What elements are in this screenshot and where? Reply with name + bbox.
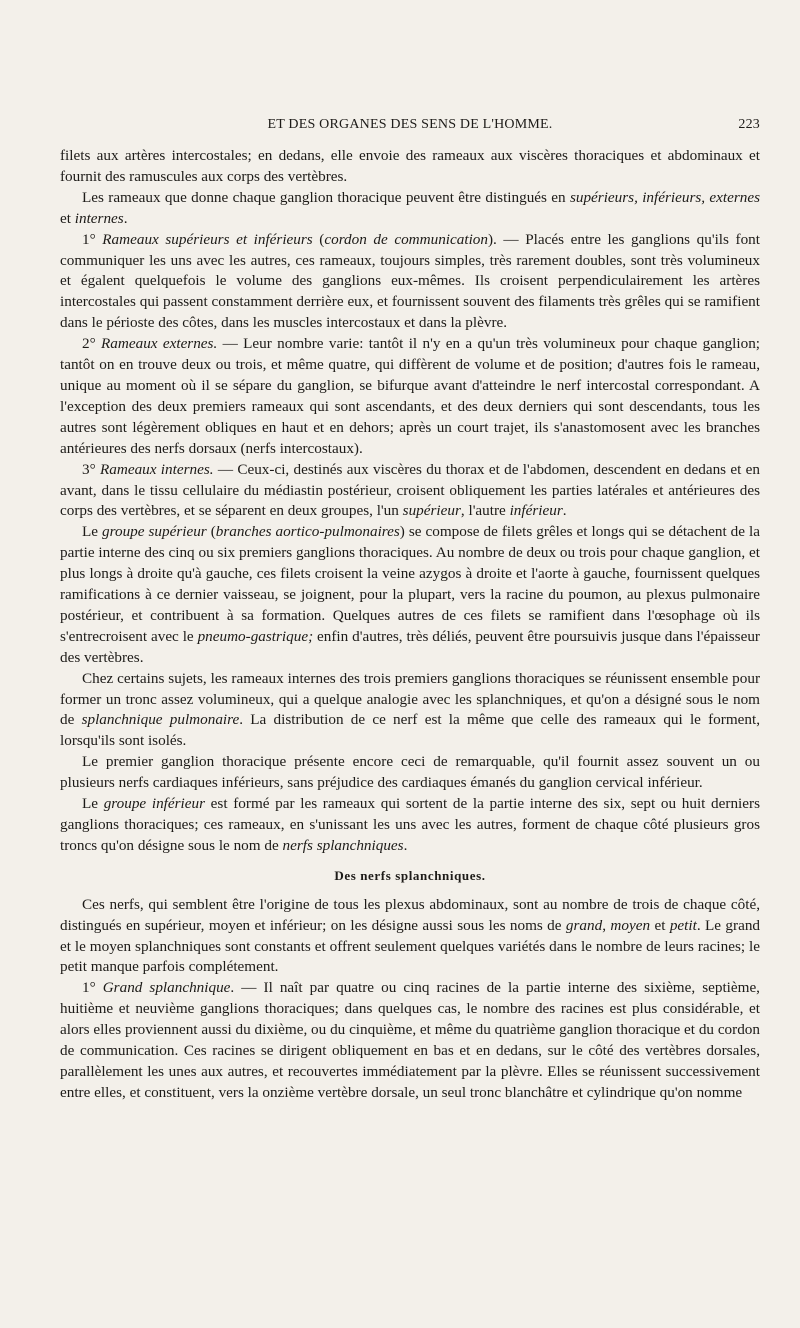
text-run: filets aux artères intercostales; en dedans, elle envoie des rameaux aux viscères thoraciques et abdominaux et fournit des ramuscules aux corps des vertèbres. bbox=[60, 147, 760, 185]
text-run: — Ceux-ci, destinés aux viscères du thorax et de l'abdomen, descendent en dedans et en avant, dans le tissu cellulaire du médiastin postérieur, croisent obliquement les parties latérales et antérieures des corps des vertèbres, et se séparent en deux groupes, l'un bbox=[60, 460, 761, 520]
text-run: , l'autre bbox=[460, 502, 510, 520]
text-run: 2° bbox=[82, 335, 102, 353]
paragraph bbox=[60, 978, 760, 1103]
text-run: enfin d'autres, très déliés, peuvent être poursuivis jusque dans l'épaisseur des vertèbres. bbox=[60, 627, 760, 666]
text-run: Le bbox=[82, 523, 103, 541]
section-heading: Des nerfs splanchniques. bbox=[334, 867, 486, 883]
body-text bbox=[60, 146, 760, 1104]
paragraph-group bbox=[60, 146, 760, 857]
text-run: , bbox=[602, 916, 611, 934]
italic-text: inférieur bbox=[509, 502, 563, 520]
page-number: 223 bbox=[738, 117, 760, 132]
italic-text: Rameaux externes. bbox=[101, 335, 218, 353]
text-run: Le premier ganglion thoracique présente encore ceci de remarquable, qu'il fournit assez souvent un ou plusieurs nerfs cardiaques inférieurs, sans préjudice des cardiaques émanés du ganglion cervical inférieur. bbox=[60, 753, 760, 792]
paragraph-group bbox=[60, 895, 760, 1104]
italic-text: cordon de communication bbox=[324, 230, 488, 248]
text-run: . La distribution de ce nerf est la même que celle des rameaux qui le forment, lorsqu'ils sont isolés. bbox=[60, 711, 760, 750]
paragraph bbox=[60, 460, 760, 523]
italic-text: groupe inférieur bbox=[103, 795, 205, 813]
text-run: 1° bbox=[82, 230, 103, 248]
italic-text: moyen bbox=[610, 916, 651, 934]
paragraph bbox=[60, 230, 760, 335]
text-run: ). — Placés entre les ganglions qu'ils font communiquer les uns avec les autres, ces rameaux, toujours simples, très rarement doubles, sont très volumineux et égalent quelquefois le volume des ganglions eux-mêmes. Ils croisent perpendiculairement les artères intercostales qui passent constamment derrière eux, et fournissent souvent des filaments très grêles qui se ramifient dans le périoste des côtes, dans les muscles intercostaux et dans la plèvre. bbox=[60, 230, 760, 332]
italic-text: Rameaux internes. bbox=[99, 460, 214, 478]
text-run: . bbox=[123, 209, 128, 227]
paragraph bbox=[60, 669, 760, 753]
italic-text: internes bbox=[74, 209, 124, 227]
text-run: ) se compose de filets grêles et longs qui se détachent de la partie interne des cinq ou six premiers ganglions thoraciques. Au nombre de deux ou trois pour chaque ganglion, et plus longs à droite qu'à gauche, ces filets croisent la veine azygos à droite et l'aorte à gauche, fournissent quelques ramifications à ce dernier vaisseau, se joignent, pour la plupart, vers la racine du poumon, au plexus pulmonaire postérieur, et contribuent à sa formation. Quelques autres de ces filets se ramifient dans l'œsophage où ils s'entrecroisent avec le bbox=[60, 523, 760, 645]
text-run: . bbox=[403, 836, 408, 854]
text-run: 1° bbox=[82, 979, 103, 997]
text-run: est formé par les rameaux qui sortent de la partie interne des six, sept ou huit derniers ganglions thoraciques; ces rameaux, en s'unissant les uns avec les autres, forment de chaque côté plusieurs gros troncs qu'on désigne sous le nom de bbox=[60, 795, 760, 854]
text-run: ( bbox=[312, 230, 325, 248]
running-title: ET DES ORGANES DES SENS DE L'HOMME. bbox=[267, 117, 553, 132]
running-header bbox=[60, 117, 760, 137]
italic-text: Grand splanchnique bbox=[102, 979, 231, 997]
text-run: et bbox=[60, 209, 75, 227]
paragraph bbox=[60, 522, 760, 668]
italic-text: nerfs splanchniques bbox=[282, 836, 404, 854]
paragraph bbox=[60, 146, 760, 188]
paragraph bbox=[60, 334, 760, 459]
text-run: . bbox=[562, 502, 567, 520]
paragraph bbox=[60, 188, 760, 230]
italic-text: splanchnique pulmonaire bbox=[81, 711, 240, 729]
italic-text: petit bbox=[669, 916, 697, 934]
text-run: — Leur nombre varie: tantôt il n'y en a qu'un très volumineux pour chaque ganglion; tantôt on en trouve deux ou trois, et même quatre, qui diffèrent de volume et de position; d'autres fois le rameau, unique au moment où il se sépare du ganglion, se bifurque avant d'atteindre le nerf intercostal correspondant. A l'exception des deux premiers rameaux qui sont ascendants, et des deux derniers qui sont descendants, tous les autres sont légèrement obliques en haut et en dehors; après un court trajet, ils s'anastomosent avec les branches antérieures des nerfs dorsaux (nerfs intercostaux). bbox=[60, 335, 761, 457]
italic-text: branches aortico-pulmonaires bbox=[215, 523, 400, 541]
text-run: 3° bbox=[82, 460, 100, 478]
text-run: Les rameaux que donne chaque ganglion thoracique peuvent être distingués en bbox=[82, 188, 570, 206]
italic-text: groupe supérieur bbox=[102, 523, 207, 541]
paragraph bbox=[60, 752, 760, 794]
paragraph bbox=[60, 794, 760, 857]
text-run: Chez certains sujets, les rameaux internes des trois premiers ganglions thoraciques se réunissent ensemble pour former un tronc assez volumineux, qui a quelque analogie avec les splanchniques, et qu'on a désigné sous le nom de bbox=[60, 669, 760, 729]
text-run: . Le grand et le moyen splanchniques sont constants et offrent seulement quelques variétés dans le nombre de leurs racines; le petit manque parfois complétement. bbox=[60, 916, 761, 976]
text-run: Le bbox=[82, 795, 104, 813]
italic-text: supérieur bbox=[402, 502, 461, 520]
italic-text: Rameaux supérieurs et inférieurs bbox=[102, 230, 313, 248]
text-run: . — Il naît par quatre ou cinq racines de la partie interne des sixième, septième, huitième et neuvième ganglions thoraciques; dans quelques cas, le nombre des racines est plus considérable, et alors elles proviennent aussi du dixième, ou du cinquième, et même du quatrième ganglion thoracique et du cordon de communication. Ces racines se dirigent obliquement en bas et en dedans, sur le côté des vertèbres dorsales, parallèlement les unes aux autres, et recouvertes immédiatement par la plèvre. Elles se réunissent successivement entre elles, et constituent, vers la onzième vertèbre dorsale, un seul tronc blanchâtre et cylindrique qu'on nomme bbox=[60, 979, 760, 1101]
text-run: Ces nerfs, qui semblent être l'origine de tous les plexus abdominaux, sont au nombre de trois de chaque côté, distingués en supérieur, moyen et inférieur; on les désigne aussi sous les noms de bbox=[60, 895, 760, 934]
text-run: ( bbox=[206, 523, 216, 541]
italic-text: pneumo-gastrique; bbox=[197, 627, 314, 645]
italic-text: grand bbox=[565, 916, 603, 934]
italic-text: supérieurs, inférieurs, externes bbox=[569, 188, 760, 206]
text-run: et bbox=[650, 916, 670, 934]
paragraph bbox=[60, 895, 760, 979]
